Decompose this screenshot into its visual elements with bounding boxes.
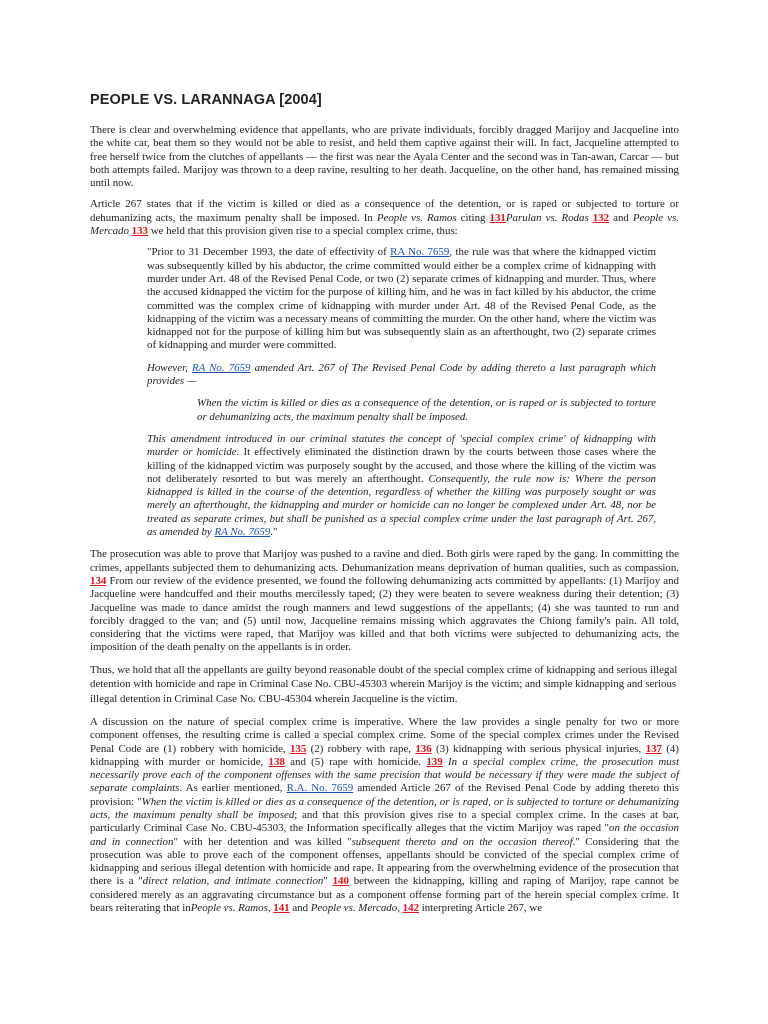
text-run: interpreting Article 267, we bbox=[418, 902, 543, 915]
footnote-141-link[interactable]: 141 bbox=[273, 902, 290, 915]
quote-paragraph-4 bbox=[147, 433, 656, 539]
text-run: and bbox=[609, 211, 633, 224]
text-run: , the rule was that where the kidnapped victim was subsequently killed by his abductor, the crime committed would either be a complex crime of kidnapping with murder under Art. 48 of the Revised Penal Code, or two (2) separate crimes of kidnapping and murder. Thus, where the accused kidnapped the victim for the purpose of killing him, and he was in fact killed by his abductor, the crime committed was the complex crime of kidnapping with murder under Art. 48 of the Revised Penal Code, as the kidnapping of the victim was a necessary means of committing the murder. On the other hand, where the victim was kidnapped not for the purpose of killing him but was subsequently slain as an afterthought, two (2) separate crimes of kidnapping and murder were committed. bbox=[147, 246, 656, 352]
text-run: A discussion on the nature of special complex crime is imperative. Where the law provides a single penalty for two or more component offenses, the resulting crime is called a special complex crime. Some of the special complex crimes under the Revised Penal Code are (1) robbery with homicide, bbox=[90, 715, 679, 755]
paragraph-4 bbox=[90, 663, 679, 706]
text-run: on the occasion and in connection bbox=[90, 822, 679, 848]
footnote-133-link[interactable]: 133 bbox=[131, 225, 148, 238]
text-run: and bbox=[289, 902, 311, 915]
paragraph-5 bbox=[90, 716, 679, 915]
case-name: Parulan vs. Rodas bbox=[505, 211, 589, 224]
text-run: we held that this provision given rise to a special complex crime, thus: bbox=[148, 225, 458, 238]
paragraph-3 bbox=[90, 548, 679, 654]
text-run: " with her detention and was killed " bbox=[173, 835, 352, 848]
quote-paragraph-2 bbox=[147, 362, 656, 389]
text-run: citing bbox=[456, 211, 490, 224]
text-run: Consequently, the rule now is: Where the person kidnapped is killed in the course of the detention, regardless of whether the killing was purposely sought or was merely an afterthought, the kidnapping and murder or homicide can no longer be complexed under Art. 48, nor be treated as separate crimes, but shall be punished as a special complex crime under the last paragraph of Art. 267, as amended by bbox=[147, 472, 657, 539]
text-run: ; and that this provision gives rise to a special complex crime. In the cases at bar, particularly Criminal Case No. CBU-45303, the Information specifically alleges that the victim Marijoy was raped " bbox=[90, 808, 679, 835]
ra-7659-link[interactable]: RA No. 7659 bbox=[214, 526, 271, 539]
text-run: (4) kidnapping with murder or homicide, bbox=[90, 742, 679, 768]
footnote-138-link[interactable]: 138 bbox=[268, 755, 285, 768]
text-run: subsequent thereto and on the occasion thereof bbox=[351, 835, 573, 848]
text-run: (2) robbery with rape, bbox=[306, 742, 416, 755]
case-name: People vs. Mercado bbox=[310, 902, 398, 915]
page-title: PEOPLE VS. LARANNAGA [2004] bbox=[90, 92, 322, 108]
footnote-135-link[interactable]: 135 bbox=[289, 742, 307, 755]
text-run: ." bbox=[270, 526, 278, 539]
text-run: In a special complex crime, the prosecution must necessarily prove each of the component offenses with the same precision that would be necessary if they were made the subject of separate complaints bbox=[90, 755, 680, 795]
text-run: The prosecution was able to prove that Marijoy was pushed to a ravine and died. Both girls were raped by the gang. In committing the crimes, appellants subjected them to dehumanizing acts. Dehumanization means deprivation of human qualities, such as compassion. bbox=[90, 548, 679, 574]
paragraph-2 bbox=[90, 198, 679, 238]
ra-7659-link[interactable]: RA No. 7659 bbox=[191, 361, 251, 374]
block-quote bbox=[147, 246, 656, 539]
footnote-139-link[interactable]: 139 bbox=[426, 755, 443, 768]
footnote-131-link[interactable]: 131 bbox=[489, 211, 506, 224]
footnote-137-link[interactable]: 137 bbox=[645, 742, 662, 755]
text-run: " bbox=[323, 875, 333, 888]
text-run: between the kidnapping, killing and raping of Marijoy, rape cannot be considered merely as an aggravating circumstance but as a component offense forming part of the herein special complex crime. It bears reiterating that in bbox=[90, 875, 680, 915]
paragraph-1-text: There is clear and overwhelming evidence that appellants, who are private individuals, forcibly dragged Marijoy and Jacqueline into the white car, beat them so they would not be able to resist, and held them captive against their will. In fact, Jacqueline attempted to free herself twice from the clutches of appellants — the first was near the Ayala Center and the second was in Tan-awan, Carcar — but both attempts failed. Marijoy was thrown to a deep ravine, resulting to her death. Jacqueline, on the other hand, has remained missing until now. bbox=[90, 124, 679, 190]
ra-7659-link[interactable]: R.A. No. 7659 bbox=[286, 782, 354, 795]
text-run: direct relation, and intimate connection bbox=[142, 875, 324, 888]
case-name: People vs. Mercado bbox=[90, 211, 679, 238]
footnote-136-link[interactable]: 136 bbox=[415, 742, 432, 755]
footnote-140-link[interactable]: 140 bbox=[332, 875, 349, 888]
text-run: From our review of the evidence presented, we found the following dehumanizing acts committed by appellants: (1) Marijoy and Jacqueline were handcuffed and their mouths mercilessly taped; (2) they were beaten to severe weakness during their detention; (3) Jacqueline was made to dance amidst the rough manners and lewd suggestions of the appellants; (4) she was taunted to run and forcibly dragged to the van; and (5) until now, Jacqueline remains missing which aggravates the Chiong family's pain. All told, considering that the victims were raped, that Marijoy was killed and that both victims were subjected to dehumanizing acts, the imposition of the death penalty on the appellants is in order. bbox=[90, 574, 679, 654]
text-run: amended Article 267 of the Revised Penal Code by adding thereto this provision: " bbox=[90, 782, 679, 808]
text-run: It effectively eliminated the distinction drawn by the courts between those cases where the killing of the kidnapped victim was purposely sought by the accused, and those where the killing of the victim was not deliberately resorted to but was merely an afterthought. bbox=[147, 446, 656, 485]
text-run: Article 267 states that if the victim is killed or died as a consequence of the detention, or is raped or subjected to torture or dehumanizing acts, the maximum penalty shall be imposed. In bbox=[90, 198, 679, 224]
text-run: . As earlier mentioned, bbox=[179, 782, 287, 795]
text-run: amended Art. 267 of The Revised Penal Code by adding thereto a last paragraph which provides — bbox=[147, 361, 656, 388]
text-run: When the victim is killed or dies as a consequence of the detention, or is raped or is subjected to torture or dehumanizing acts, the maximum penalty shall be imposed. bbox=[197, 397, 656, 423]
text-run: (3) kidnapping with serious physical injuries, bbox=[431, 742, 646, 755]
nested-quote bbox=[197, 397, 656, 424]
text-run: "Prior to 31 December 1993, the date of effectivity of bbox=[147, 246, 391, 259]
footnote-142-link[interactable]: 142 bbox=[402, 902, 419, 915]
text-run: This amendment introduced in our criminal statutes the concept of 'special complex crime' of kidnapping with murder or homicide. bbox=[147, 432, 656, 459]
ra-7659-link[interactable]: RA No. 7659 bbox=[390, 246, 450, 259]
case-name: People vs. Ramos bbox=[376, 211, 457, 224]
footnote-132-link[interactable]: 132 bbox=[592, 211, 610, 224]
paragraph-1 bbox=[90, 124, 679, 190]
footnote-134-link[interactable]: 134 bbox=[90, 574, 107, 587]
text-run: ." Considering that the prosecution was able to prove each of the component offenses, appellants should be convicted of the special complex crime of kidnapping and serious illegal detention with homicide and rape. It appearing from the overwhelming evidence of the prosecution that there is a " bbox=[90, 835, 679, 888]
text-run: However, bbox=[147, 361, 192, 374]
text-run: and (5) rape with homicide. bbox=[284, 755, 427, 768]
case-name: People vs. Ramos bbox=[190, 902, 268, 915]
text-run: , bbox=[267, 902, 274, 915]
text-run: Thus, we hold that all the appellants are guilty beyond reasonable doubt of the special complex crime of kidnapping and serious illegal detention with homicide and rape in Criminal Case No. CBU-45303 wherein Marijoy is the victim; and simple kidnapping and serious illegal detention in Criminal Case No. CBU-45304 wherein Jacqueline is the victim. bbox=[90, 663, 678, 705]
text-run: When the victim is killed or dies as a consequence of the detention, or is raped, or is subjected to torture or dehumanizing acts, the maximum penalty shall be imposed bbox=[90, 795, 680, 821]
text-run: , bbox=[397, 902, 403, 915]
quote-paragraph-3 bbox=[197, 397, 656, 424]
quote-paragraph-1 bbox=[147, 246, 656, 352]
